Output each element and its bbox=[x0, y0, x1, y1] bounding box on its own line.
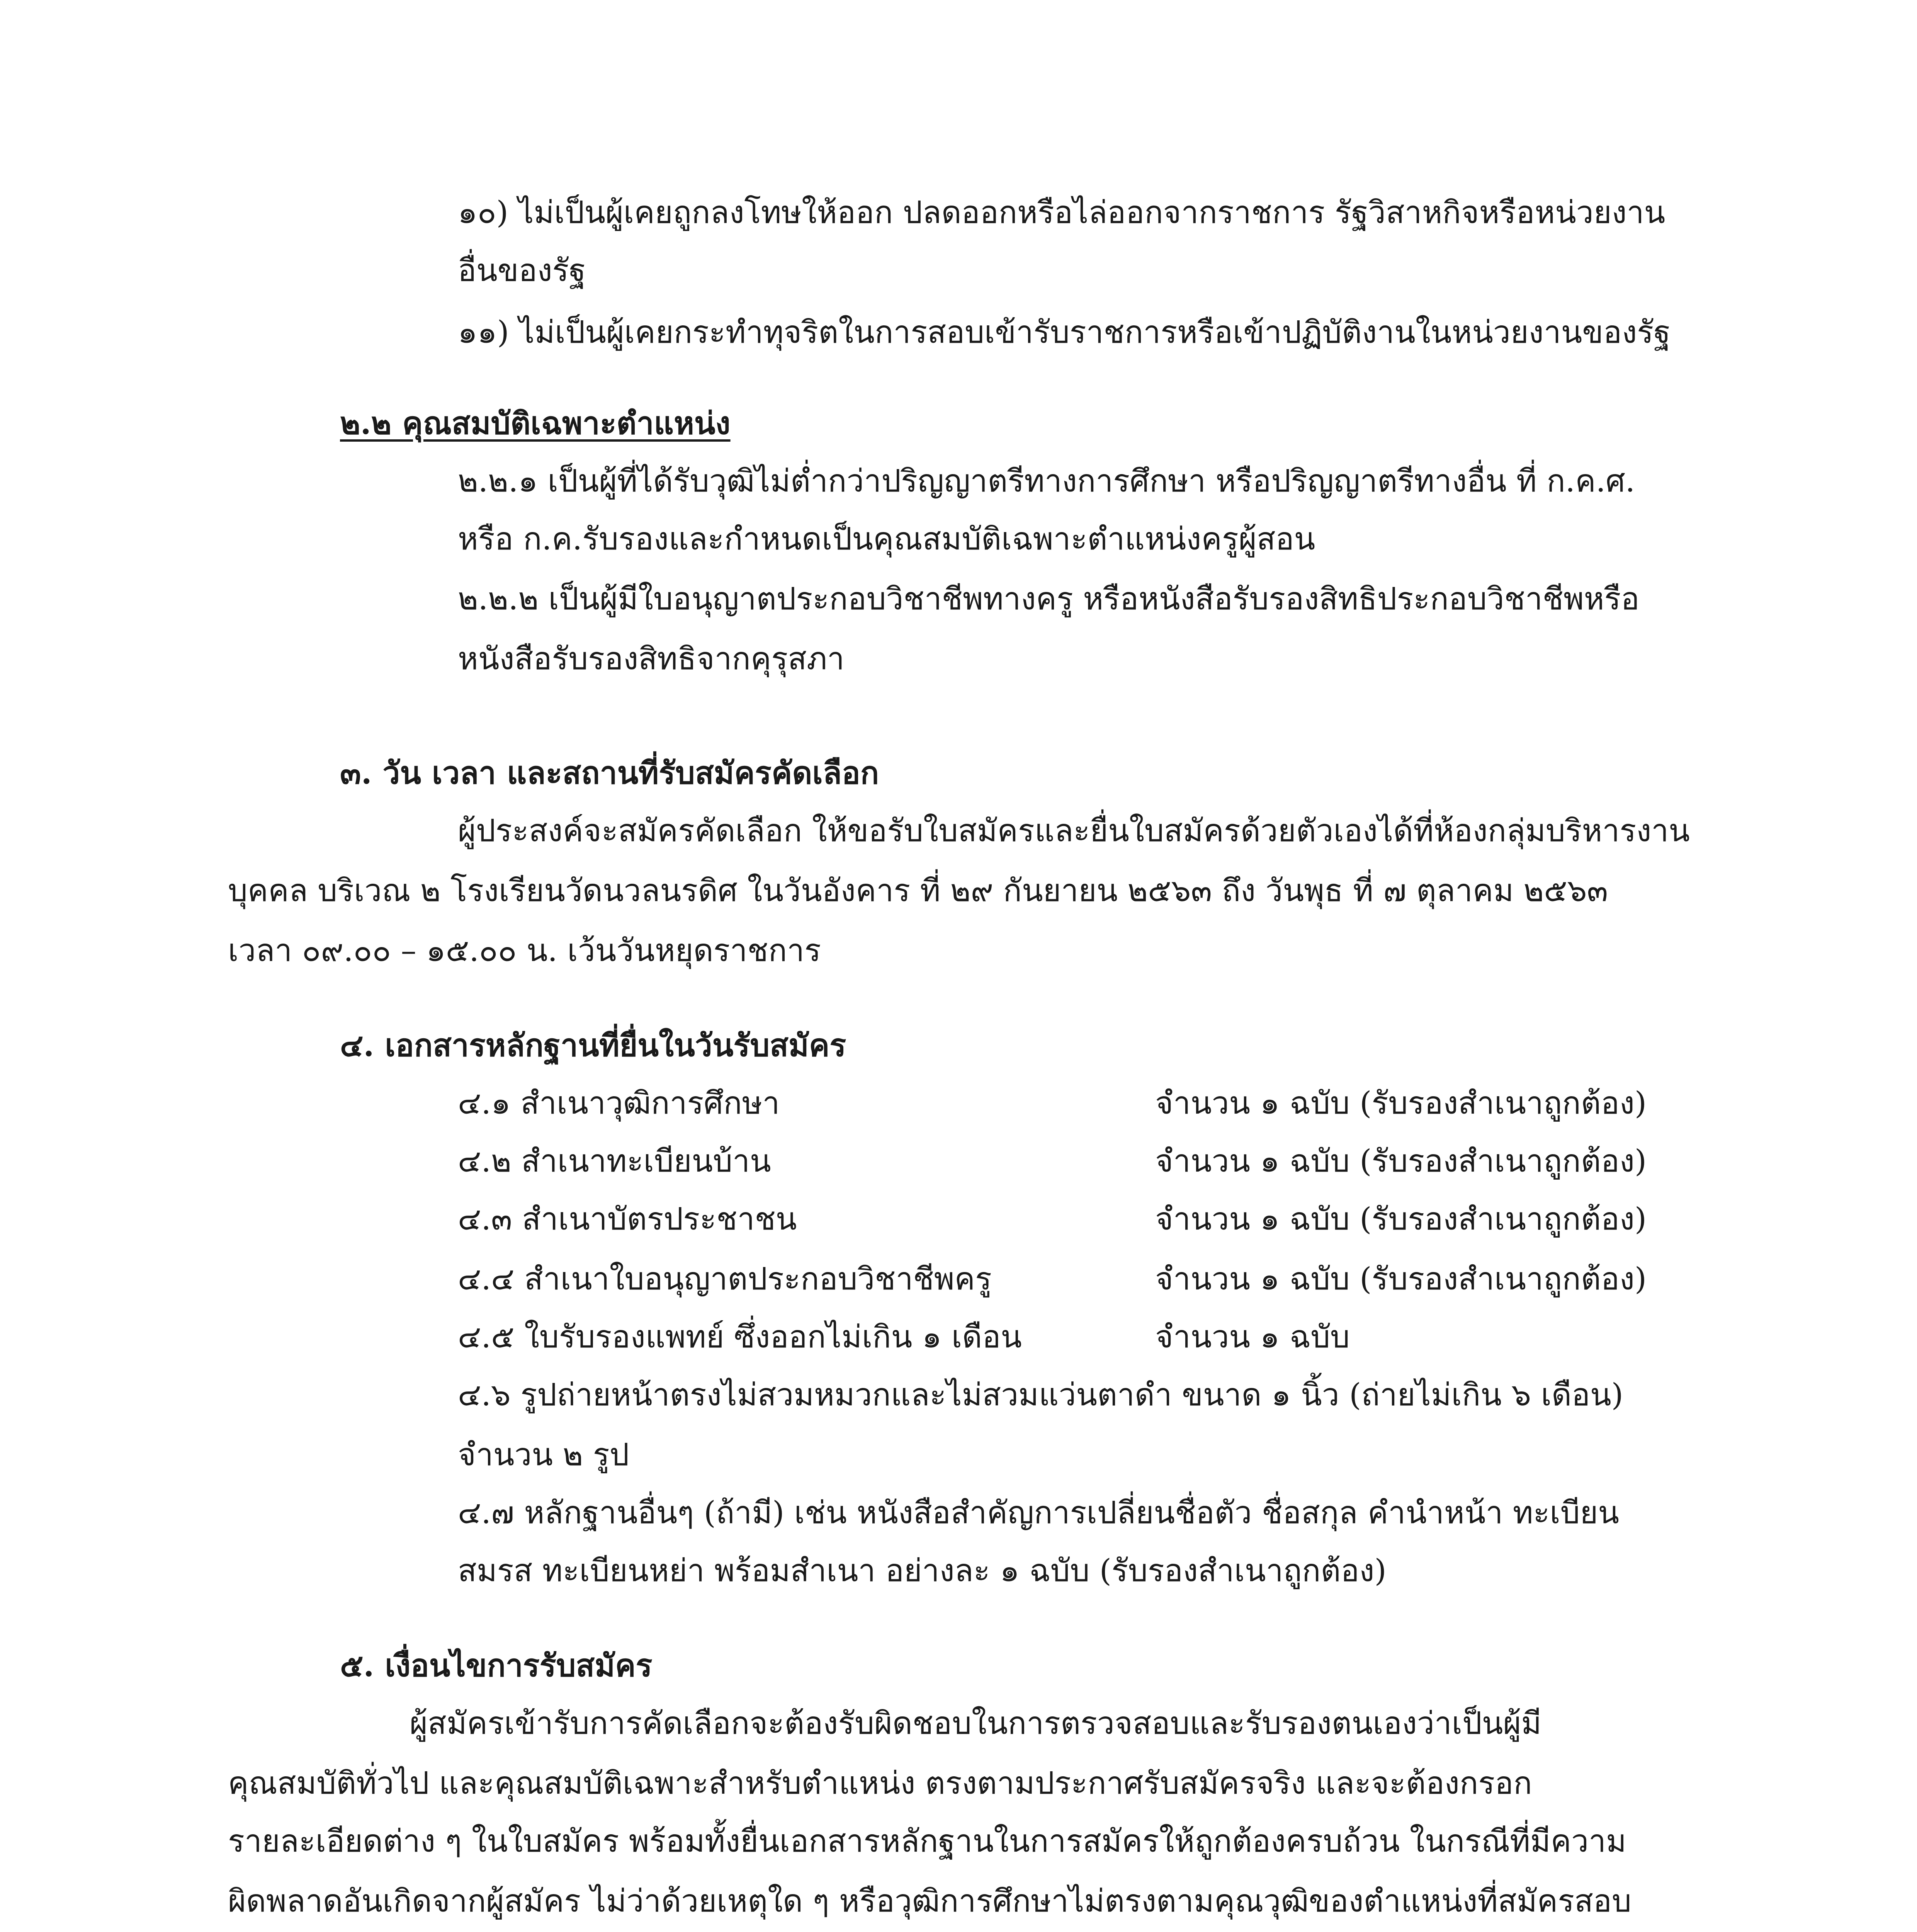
item-10-line-1: ๑๐) ไม่เป็นผู้เคยถูกลงโทษให้ออก ปลดออกหรือไล่ออกจากราชการ รัฐวิสาหกิจหรือหน่วยงาน bbox=[458, 194, 1665, 230]
section-2-2-1-line-2: หรือ ก.ค.รับรองและกำหนดเป็นคุณสมบัติเฉพาะตำแหน่งครูผู้สอน bbox=[458, 521, 1315, 557]
section-5-line-2: คุณสมบัติทั่วไป และคุณสมบัติเฉพาะสำหรับตำแหน่ง ตรงตามประกาศรับสมัครจริง และจะต้องกรอก bbox=[228, 1765, 1532, 1801]
section-2-2-2-line-1: ๒.๒.๒ เป็นผู้มีใบอนุญาตประกอบวิชาชีพทางครู หรือหนังสือรับรองสิทธิประกอบวิชาชีพหรือ bbox=[458, 581, 1640, 617]
section-4-item-3-count: จำนวน ๑ ฉบับ (รับรองสำเนาถูกต้อง) bbox=[1155, 1201, 1647, 1237]
section-4-item-6-line-1: ๔.๖ รูปถ่ายหน้าตรงไม่สวมหมวกและไม่สวมแว่นตาดำ ขนาด ๑ นิ้ว (ถ่ายไม่เกิน ๖ เดือน) bbox=[458, 1377, 1623, 1413]
item-10-line-2: อื่นของรัฐ bbox=[458, 252, 586, 288]
section-3-heading: ๓. วัน เวลา และสถานที่รับสมัครคัดเลือก bbox=[340, 755, 879, 791]
section-4-heading: ๔. เอกสารหลักฐานที่ยื่นในวันรับสมัคร bbox=[340, 1027, 846, 1063]
section-4-item-4-label: ๔.๔ สำเนาใบอนุญาตประกอบวิชาชีพครู bbox=[458, 1261, 992, 1297]
section-2-2-heading: ๒.๒ คุณสมบัติเฉพาะตำแหน่ง bbox=[340, 405, 731, 441]
section-5-line-3: รายละเอียดต่าง ๆ ในใบสมัคร พร้อมทั้งยื่นเอกสารหลักฐานในการสมัครให้ถูกต้องครบถ้วน ในกรณีที่มีความ bbox=[228, 1823, 1626, 1859]
section-4-item-7-line-1: ๔.๗ หลักฐานอื่นๆ (ถ้ามี) เช่น หนังสือสำคัญการเปลี่ยนชื่อตัว ชื่อสกุล คำนำหน้า ทะเบียน bbox=[458, 1495, 1620, 1531]
section-4-item-6-line-2: จำนวน ๒ รูป bbox=[458, 1437, 629, 1473]
section-5-line-4: ผิดพลาดอันเกิดจากผู้สมัคร ไม่ว่าด้วยเหตุใด ๆ หรือวุฒิการศึกษาไม่ตรงตามคุณวุฒิของตำแหน่งที่สมัครสอบ bbox=[228, 1883, 1631, 1919]
section-4-item-4-count: จำนวน ๑ ฉบับ (รับรองสำเนาถูกต้อง) bbox=[1155, 1261, 1647, 1297]
section-4-item-5-count: จำนวน ๑ ฉบับ bbox=[1155, 1319, 1350, 1355]
section-3-line-1: ผู้ประสงค์จะสมัครคัดเลือก ให้ขอรับใบสมัครและยื่นใบสมัครด้วยตัวเองได้ที่ห้องกลุ่มบริหารงาน bbox=[458, 813, 1690, 849]
section-5-heading: ๕. เงื่อนไขการรับสมัคร bbox=[340, 1647, 653, 1684]
section-4-item-1-count: จำนวน ๑ ฉบับ (รับรองสำเนาถูกต้อง) bbox=[1155, 1085, 1647, 1121]
section-4-item-2-count: จำนวน ๑ ฉบับ (รับรองสำเนาถูกต้อง) bbox=[1155, 1143, 1647, 1179]
section-3-line-2: บุคคล บริเวณ ๒ โรงเรียนวัดนวลนรดิศ ในวันอังคาร ที่ ๒๙ กันยายน ๒๕๖๓ ถึง วันพุธ ที่ ๗ ตุลาคม ๒๕๖๓ bbox=[228, 872, 1608, 908]
section-4-item-5-label: ๔.๕ ใบรับรองแพทย์ ซึ่งออกไม่เกิน ๑ เดือน bbox=[458, 1319, 1022, 1355]
section-2-2-2-line-2: หนังสือรับรองสิทธิจากคุรุสภา bbox=[458, 641, 845, 677]
item-11: ๑๑) ไม่เป็นผู้เคยกระทำทุจริตในการสอบเข้ารับราชการหรือเข้าปฏิบัติงานในหน่วยงานของรัฐ bbox=[458, 314, 1671, 350]
section-4-item-3-label: ๔.๓ สำเนาบัตรประชาชน bbox=[458, 1201, 797, 1237]
section-4-item-1-label: ๔.๑ สำเนาวุฒิการศึกษา bbox=[458, 1085, 780, 1121]
section-3-line-3: เวลา ๐๙.๐๐ – ๑๕.๐๐ น. เว้นวันหยุดราชการ bbox=[228, 932, 821, 968]
section-4-item-7-line-2: สมรส ทะเบียนหย่า พร้อมสำเนา อย่างละ ๑ ฉบับ (รับรองสำเนาถูกต้อง) bbox=[458, 1553, 1387, 1588]
section-2-2-1-line-1: ๒.๒.๑ เป็นผู้ที่ได้รับวุฒิไม่ต่ำกว่าปริญญาตรีทางการศึกษา หรือปริญญาตรีทางอื่น ที่ ก.ค.ศ. bbox=[458, 463, 1635, 499]
section-5-line-1: ผู้สมัครเข้ารับการคัดเลือกจะต้องรับผิดชอบในการตรวจสอบและรับรองตนเองว่าเป็นผู้มี bbox=[410, 1705, 1542, 1741]
section-4-item-2-label: ๔.๒ สำเนาทะเบียนบ้าน bbox=[458, 1143, 771, 1179]
